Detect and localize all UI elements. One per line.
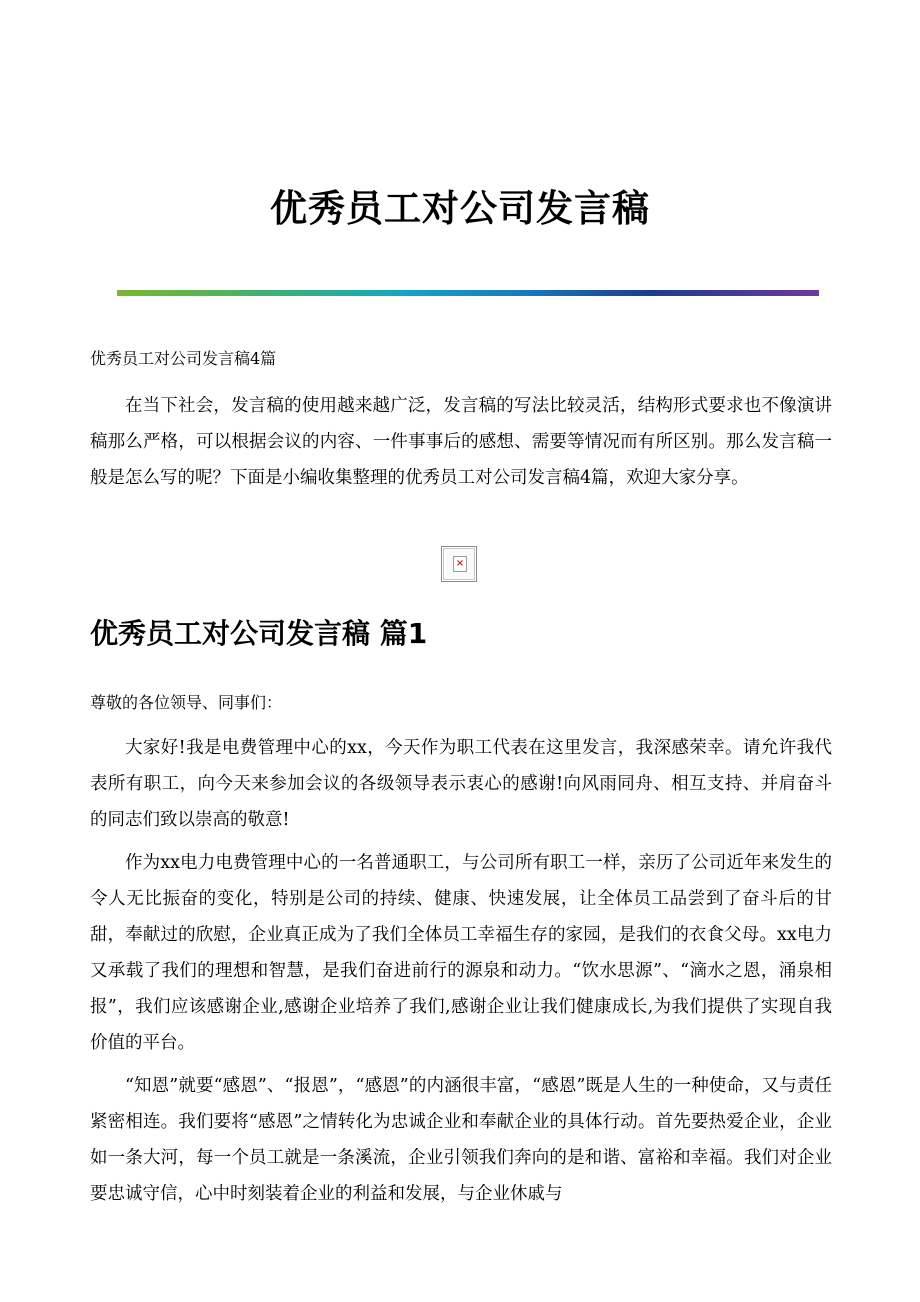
document-title: 优秀员工对公司发言稿 xyxy=(270,187,650,230)
image-error-icon: × xyxy=(453,556,467,572)
salutation: 尊敬的各位领导、同事们： xyxy=(90,693,283,712)
document-subtitle: 优秀员工对公司发言稿4篇 xyxy=(90,349,277,368)
intro-paragraph: 在当下社会，发言稿的使用越来越广泛，发言稿的写法比较灵活，结构形式要求也不像演讲稿那么严格，可以根据会议的内容、一件事事后的感想、需要等情况而有所区别。那么发言稿一般是怎么写的呢？下面是小编收集整理的优秀员工对公司发言稿4篇，欢迎大家分享。 xyxy=(90,396,832,488)
section-heading: 优秀员工对公司发言稿 篇1 xyxy=(90,617,428,650)
broken-image-icon xyxy=(441,546,477,582)
body-paragraph-1: 大家好!我是电费管理中心的xx，今天作为职工代表在这里发言，我深感荣幸。请允许我代表所有职工，向今天来参加会议的各级领导表示衷心的感谢!向风雨同舟、相互支持、并肩奋斗的同志们致以崇高的敬意! xyxy=(90,738,832,830)
title-divider xyxy=(117,290,819,296)
body-paragraph-2: 作为xx电力电费管理中心的一名普通职工，与公司所有职工一样，亲历了公司近年来发生的令人无比振奋的变化，特别是公司的持续、健康、快速发展，让全体员工品尝到了奋斗后的甘甜，奉献过的欣慰，企业真正成为了我们全体员工幸福生存的家园，是我们的衣食父母。xx电力又承载了我们的理想和智慧，是我们奋进前行的源泉和动力。“饮水思源”、“滴水之恩，涌泉相报”，我们应该感谢企业,感谢企业培养了我们,感谢企业让我们健康成长,为我们提供了实现自我价值的平台。 xyxy=(90,853,832,1053)
body-paragraph-3: “知恩”就要“感恩”、“报恩”，“感恩”的内涵很丰富，“感恩”既是人生的一种使命，又与责任紧密相连。我们要将“感恩”之情转化为忠诚企业和奉献企业的具体行动。首先要热爱企业，企业如一条大河，每一个员工就是一条溪流，企业引领我们奔向的是和谐、富裕和幸福。我们对企业要忠诚守信，心中时刻装着企业的利益和发展，与企业休戚与 xyxy=(90,1076,832,1204)
